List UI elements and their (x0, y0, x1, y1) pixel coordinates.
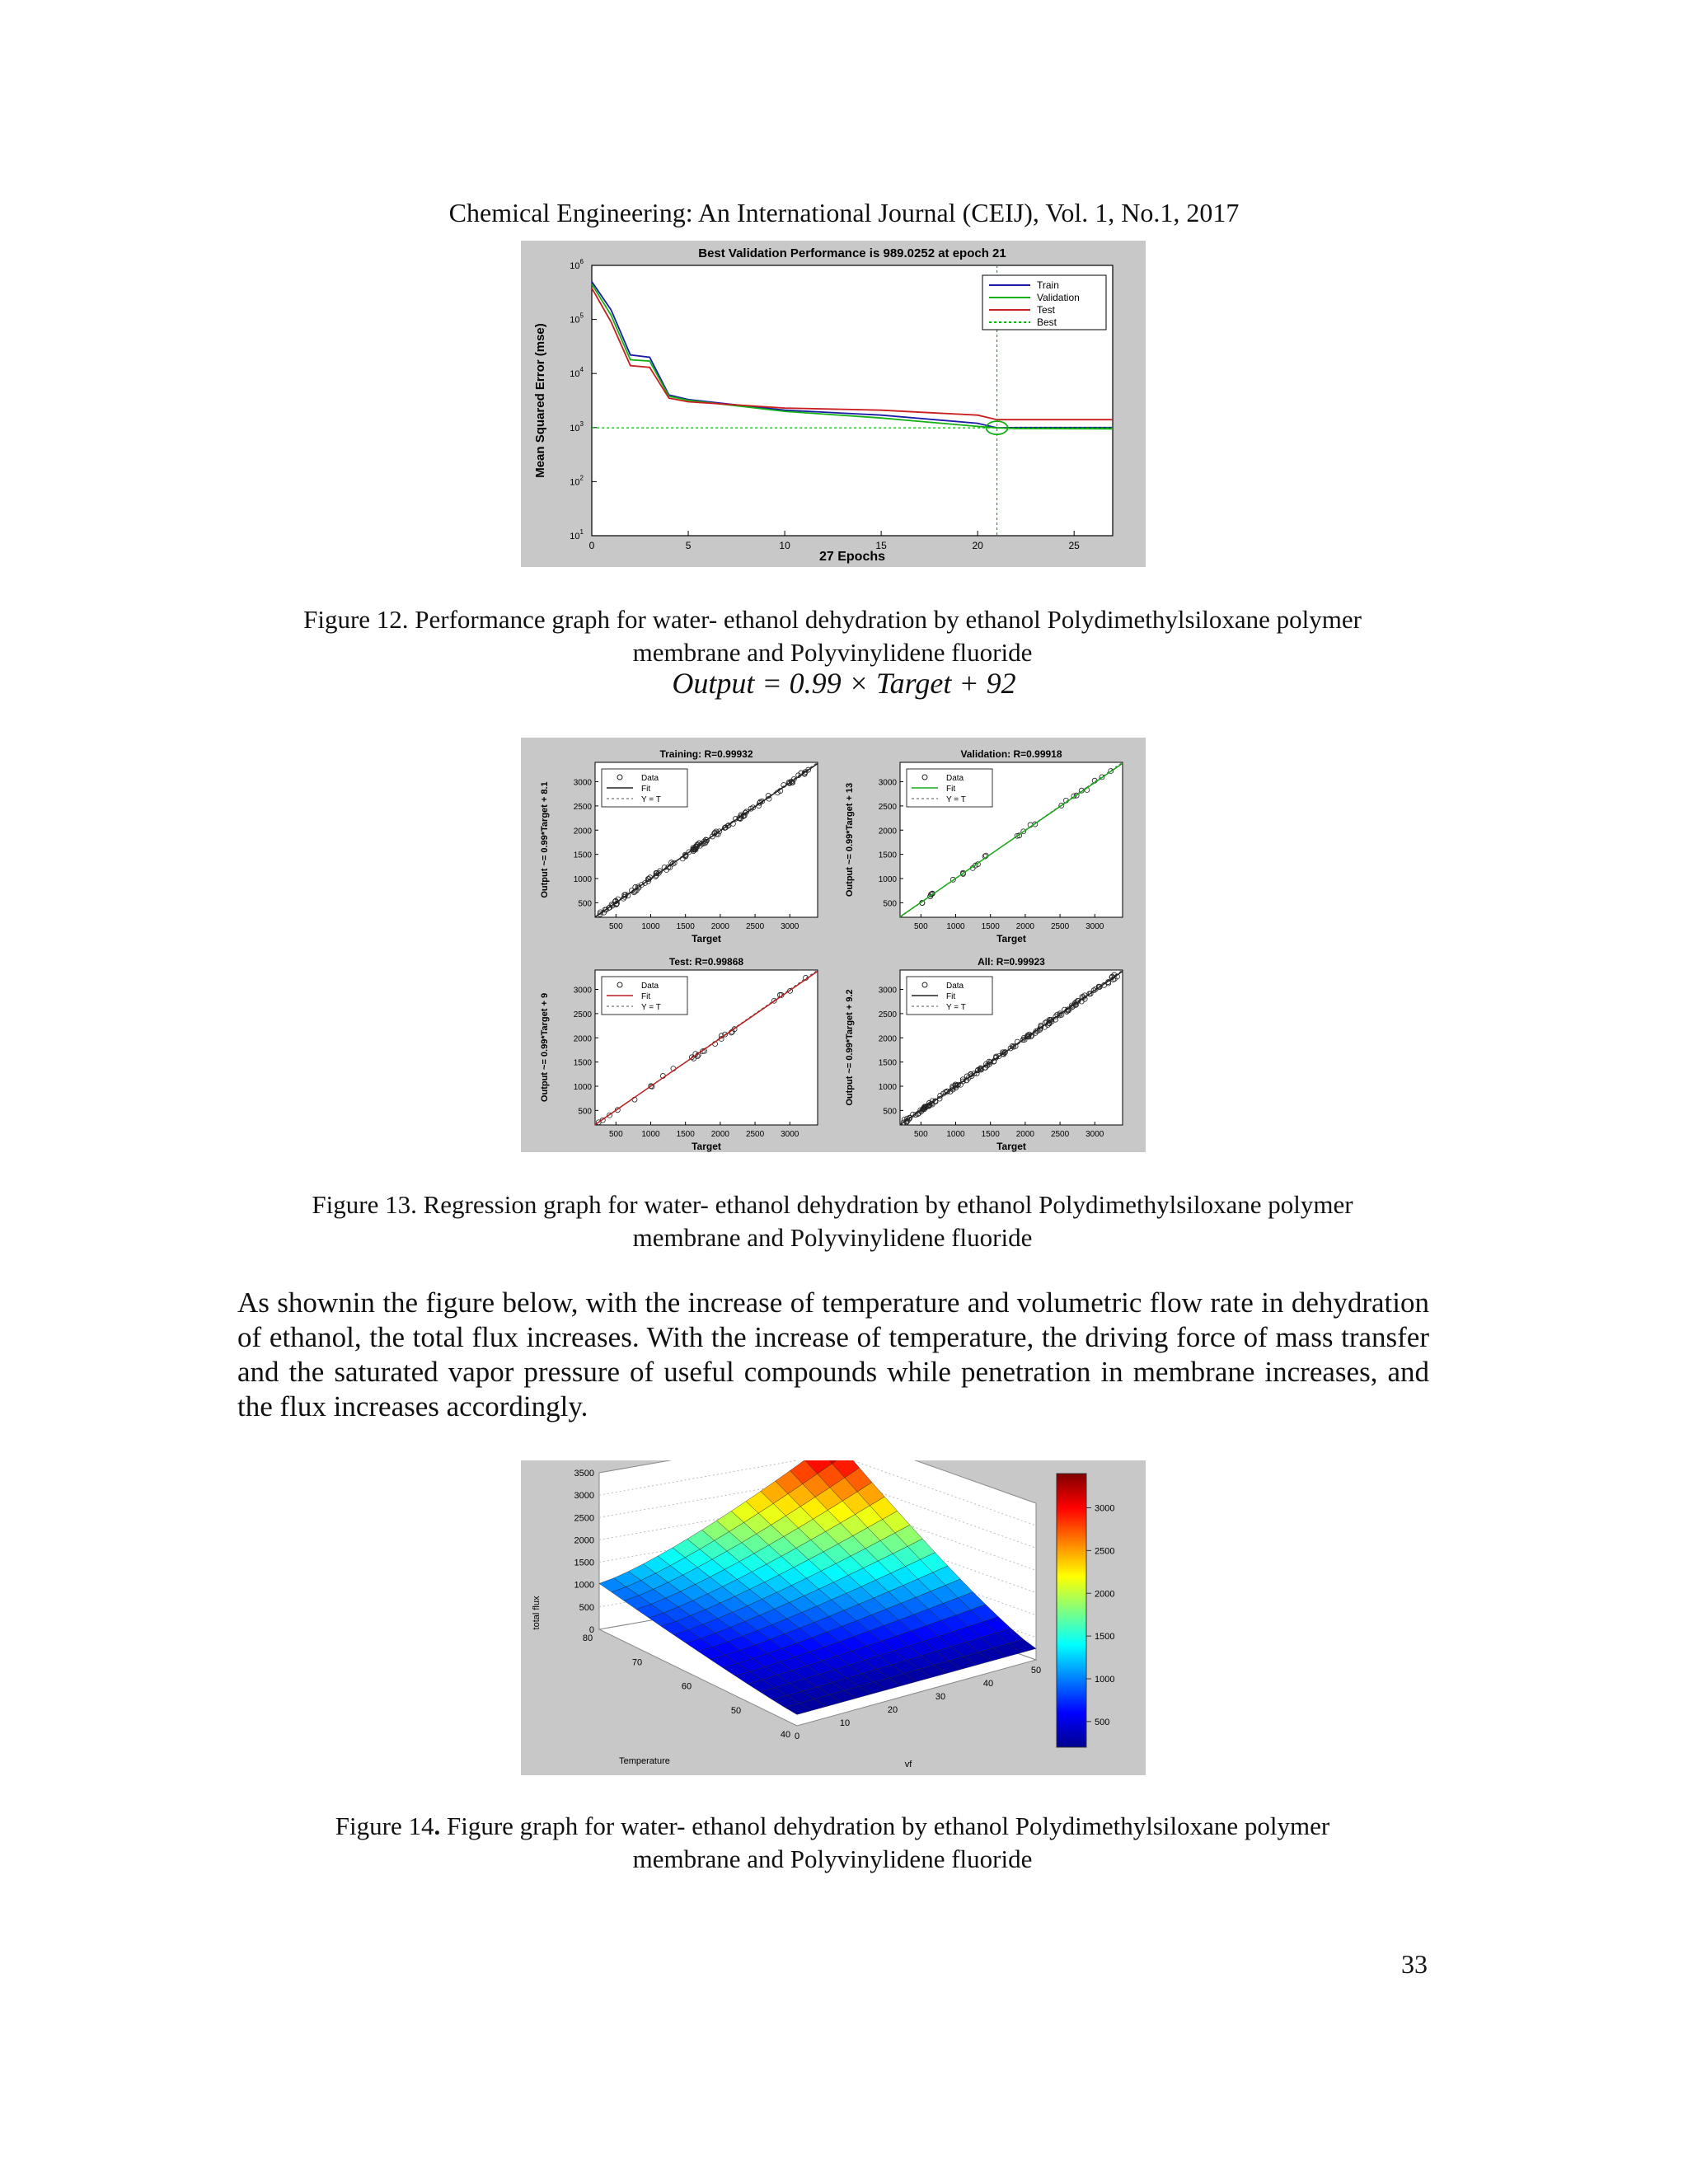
y-tick-label: 2000 (573, 827, 592, 837)
y-tick-label: 2000 (573, 1034, 592, 1044)
legend-label: Data (641, 774, 659, 783)
chart-title: Best Validation Performance is 989.0252 at epoch 21 (698, 246, 1006, 260)
x-tick-label: 50 (730, 1705, 742, 1716)
z-tick-label: 3000 (574, 1491, 594, 1502)
panel-y-label: Output ~= 0.99*Target + 8.1 (540, 781, 550, 898)
y-tick-label: 30 (935, 1692, 946, 1702)
y-tick-label: 3000 (878, 778, 897, 788)
y-tick-label: 500 (883, 899, 897, 909)
y-tick-label: 1500 (573, 1058, 592, 1068)
panel-y-label: Output ~= 0.99*Target + 9.2 (845, 989, 855, 1106)
panel-x-label: Target (692, 933, 721, 944)
x-tick-label: 0 (588, 540, 595, 551)
colorbar (1057, 1474, 1086, 1747)
y-tick-label: 2000 (878, 827, 897, 837)
x-tick-label: 2500 (1050, 1130, 1070, 1139)
y-axis-label: Mean Squared Error (mse) (533, 323, 547, 478)
z-tick-label: 3500 (574, 1469, 594, 1479)
legend-label: Fit (641, 785, 651, 794)
panel-title: Test: R=0.99868 (668, 956, 744, 968)
figure-13 (521, 738, 1146, 1152)
colorbar-tick-label: 500 (1095, 1717, 1110, 1727)
legend-label: Data (946, 774, 964, 783)
x-tick-label: 20 (972, 540, 983, 551)
panel-title: Validation: R=0.99918 (960, 748, 1062, 760)
panel-y-label: Output ~= 0.99*Target + 9 (540, 992, 550, 1103)
regression-equation: Output = 0.99 × Target + 92 (672, 667, 1016, 700)
x-tick-label: 500 (913, 1130, 928, 1139)
x-tick-label: 10 (779, 540, 790, 551)
y-tick-label: 2500 (878, 802, 897, 812)
colorbar-tick-label: 1500 (1095, 1632, 1115, 1643)
x-tick-label: 500 (608, 1130, 623, 1139)
x-tick-label: 25 (1068, 540, 1080, 551)
x-tick-label: 40 (780, 1730, 791, 1740)
z-tick-label: 0 (588, 1625, 594, 1635)
legend-label: Y = T (641, 1003, 661, 1012)
chart-legend (982, 275, 1106, 330)
x-tick-label: 1500 (981, 922, 1000, 931)
x-tick-label: 2500 (1050, 922, 1070, 931)
z-tick-label: 2500 (574, 1513, 594, 1524)
x-tick-label: 2000 (710, 1130, 729, 1139)
figure-13-caption-line1: Figure 13. Regression graph for water- ethanol dehydration by ethanol Polydimethylsiloxane polymer (312, 1190, 1353, 1219)
x-tick-label: 1000 (946, 1130, 965, 1139)
body-paragraph: As shownin the figure below, with the increase of temperature and volumetric flow rate in dehydration of ethanol, the total flux increases. With the increase of temperature, the driving force of mass transfer and the saturated vapor pressure of useful compounds while penetration in membrane increases, and the flux increases accordingly. (237, 1286, 1429, 1422)
x-tick-label: 2500 (745, 922, 765, 931)
figure-12-caption-line1: Figure 12. Performance graph for water- ethanol dehydration by ethanol Polydimethylsiloxane polymer (303, 605, 1362, 634)
y-tick-label: 1000 (573, 1083, 592, 1092)
z-tick-label: 1500 (574, 1558, 594, 1568)
x-axis-label: 27 Epochs (818, 550, 886, 564)
y-tick-label: 1000 (878, 875, 897, 884)
legend-label: Fit (946, 992, 956, 1001)
legend-label: Data (641, 982, 659, 991)
x-tick-label: 1500 (981, 1130, 1000, 1139)
y-tick-label: 1500 (573, 851, 592, 860)
figure-12-caption-line2: membrane and Polyvinylidene fluoride (632, 638, 1033, 667)
figure-13-caption-line2: membrane and Polyvinylidene fluoride (632, 1223, 1033, 1252)
page-number: 33 (1401, 1949, 1428, 1979)
x-tick-label: 500 (608, 922, 623, 931)
regression-panel (845, 956, 1123, 1152)
panel-y-label: Output ~= 0.99*Target + 13 (845, 782, 855, 898)
panel-title: Training: R=0.99932 (659, 748, 753, 760)
y-tick-label: 2500 (573, 1010, 592, 1019)
y-tick-label: 2500 (878, 1010, 897, 1019)
y-tick-label: 3000 (573, 778, 592, 788)
legend-label: Test (1037, 304, 1056, 316)
journal-header: Chemical Engineering: An International Journal (CEIJ), Vol. 1, No.1, 2017 (448, 198, 1240, 227)
y-tick-label: 50 (1030, 1666, 1042, 1675)
panel-x-label: Target (692, 1141, 721, 1152)
x-tick-label: 15 (875, 540, 887, 551)
figure-12 (521, 241, 1146, 567)
legend-label: Fit (641, 992, 651, 1001)
legend-label: Y = T (946, 795, 966, 804)
x-tick-label: 2000 (1015, 922, 1034, 931)
y-tick-label: 1000 (878, 1083, 897, 1092)
legend-label: Y = T (946, 1003, 966, 1012)
figure-14-caption-line2: membrane and Polyvinylidene fluoride (632, 1844, 1033, 1873)
y-tick-label: 20 (887, 1705, 898, 1715)
x-tick-label: 3000 (781, 1130, 799, 1139)
figure-14 (521, 1460, 1146, 1775)
figure-14-caption-line1 (247, 1810, 1418, 1843)
x-tick-label: 1500 (676, 1130, 695, 1139)
x-tick-label: 1000 (641, 1130, 660, 1139)
panel-x-label: Target (996, 1141, 1026, 1152)
x-axis-label: Temperature (619, 1756, 670, 1766)
z-axis-label: total flux (532, 1596, 542, 1630)
colorbar-tick-label: 2500 (1095, 1546, 1115, 1557)
legend-label: Train (1037, 279, 1059, 291)
figure-14-caption-prefix: Figure 14 (335, 1811, 434, 1840)
z-tick-label: 2000 (574, 1535, 594, 1546)
colorbar-tick-label: 1000 (1095, 1675, 1115, 1685)
regression-panel (540, 748, 818, 944)
y-tick-label: 1500 (878, 851, 897, 860)
regression-panel (540, 956, 818, 1152)
y-tick-label: $10^4$ (570, 366, 584, 380)
y-tick-label: $10^1$ (570, 528, 584, 541)
y-tick-label: $10^6$ (570, 258, 584, 271)
y-tick-label: $10^3$ (570, 419, 584, 434)
z-tick-label: 500 (579, 1602, 594, 1613)
y-tick-label: 500 (883, 1107, 897, 1117)
y-tick-label: 500 (578, 1107, 592, 1117)
x-tick-label: 60 (681, 1681, 692, 1692)
x-tick-label: 3000 (1085, 922, 1104, 931)
figure-14-caption-dot: . (434, 1811, 441, 1840)
y-tick-label: 10 (839, 1718, 851, 1728)
x-tick-label: 1000 (641, 922, 660, 931)
performance-chart (521, 241, 1146, 567)
x-tick-label: 2000 (710, 922, 729, 931)
legend-label: Best (1037, 316, 1057, 328)
y-tick-label: 3000 (573, 986, 592, 996)
y-tick-label: 40 (982, 1679, 994, 1689)
x-tick-label: 3000 (781, 922, 799, 931)
colorbar-tick-label: 2000 (1095, 1589, 1115, 1600)
x-tick-label: 70 (631, 1657, 643, 1668)
y-tick-label: 1000 (573, 875, 592, 884)
y-tick-label: 1500 (878, 1058, 897, 1068)
y-tick-label: $10^5$ (570, 312, 584, 326)
y-tick-label: 2500 (573, 802, 592, 812)
x-tick-label: 5 (685, 540, 692, 551)
y-tick-label: $10^2$ (570, 474, 584, 488)
x-tick-label: 1500 (676, 922, 695, 931)
y-tick-label: 3000 (878, 986, 897, 996)
legend-label: Y = T (641, 795, 661, 804)
y-tick-label: 0 (794, 1732, 800, 1741)
legend-label: Data (946, 982, 964, 991)
colorbar-tick-label: 3000 (1095, 1503, 1115, 1514)
surface-chart (521, 1460, 1146, 1775)
x-tick-label: 2000 (1015, 1130, 1034, 1139)
x-tick-label: 1000 (946, 922, 965, 931)
regression-panel (845, 748, 1123, 944)
x-tick-label: 2500 (745, 1130, 765, 1139)
z-tick-label: 1000 (574, 1580, 594, 1591)
panel-title: All: R=0.99923 (978, 956, 1045, 968)
x-tick-label: 500 (913, 922, 928, 931)
panel-x-label: Target (996, 933, 1026, 944)
legend-label: Fit (946, 785, 956, 794)
figure-14-caption-rest: Figure graph for water- ethanol dehydration by ethanol Polydimethylsiloxane polymer (440, 1811, 1330, 1840)
regression-chart (521, 738, 1146, 1152)
x-tick-label: 3000 (1085, 1130, 1104, 1139)
y-tick-label: 500 (578, 899, 592, 909)
y-tick-label: 2000 (878, 1034, 897, 1044)
y-axis-label: vf (904, 1760, 912, 1769)
x-tick-label: 80 (582, 1633, 593, 1643)
legend-label: Validation (1037, 292, 1080, 303)
